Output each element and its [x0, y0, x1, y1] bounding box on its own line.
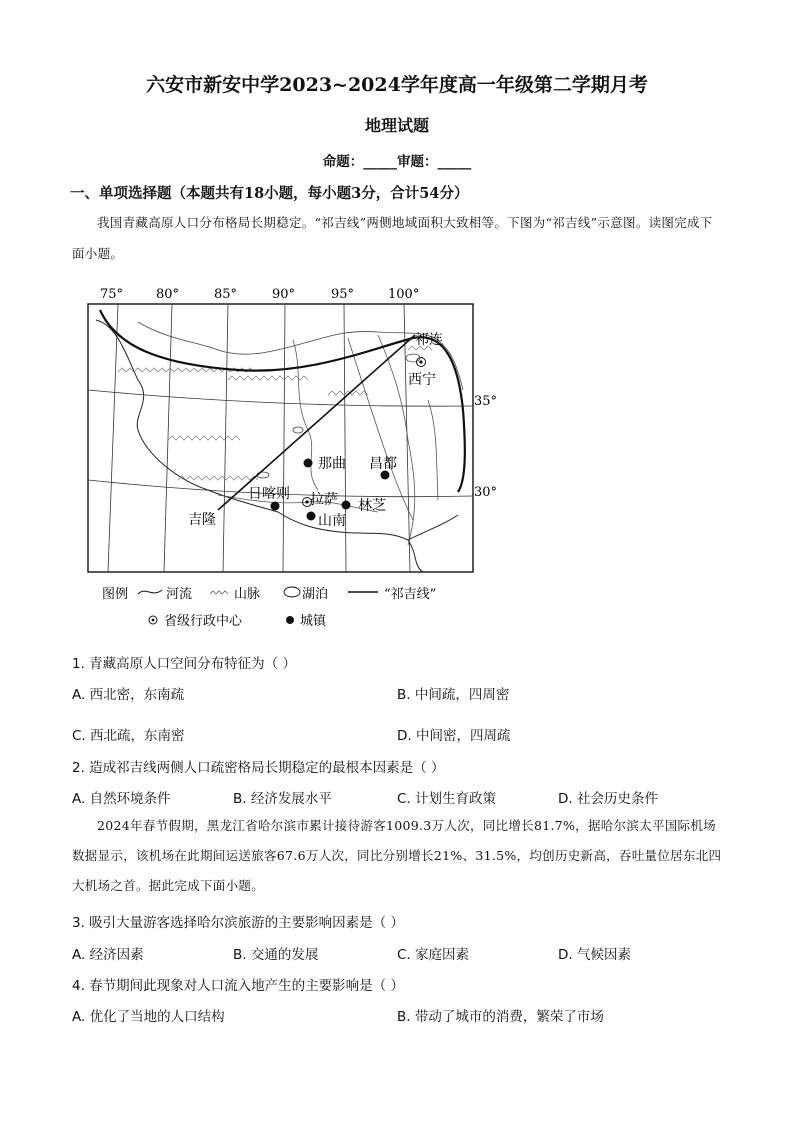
label-linzhi: 林芝 [358, 498, 386, 514]
q2-option-a: A. 自然环境条件 [72, 791, 171, 807]
question-3: 3. 吸引大量游客选择哈尔滨旅游的主要影响因素是（ ） [72, 915, 404, 931]
map-legend [102, 586, 436, 629]
label-qilian: 祁连 [415, 332, 443, 348]
q2-option-b: B. 经济发展水平 [233, 791, 332, 807]
exam-subtitle: 地理试题 [364, 116, 429, 135]
lon-label-85: 85° [214, 287, 238, 302]
lat-label-30: 30° [474, 485, 498, 500]
question-1: 1. 青藏高原人口空间分布特征为（ ） [72, 656, 296, 672]
parallels [88, 390, 473, 497]
lon-label-90: 90° [272, 287, 296, 302]
label-naqu: 那曲 [318, 456, 346, 472]
q4-option-a: A. 优化了当地的人口结构 [72, 1009, 225, 1025]
legend-town-symbol [286, 616, 294, 624]
label-xining: 西宁 [408, 372, 436, 388]
lon-label-80: 80° [156, 287, 180, 302]
q3-option-c: C. 家庭因素 [397, 947, 470, 963]
q1-option-c: C. 西北疏，东南密 [72, 728, 185, 744]
qiji-line-map [78, 280, 498, 635]
legend-mountain-symbol [210, 591, 228, 594]
legend-town: 城镇 [300, 614, 327, 629]
legend-capital: 省级行政中心 [164, 614, 243, 629]
label-jilong: 吉隆 [188, 512, 216, 528]
section-heading: 一、单项选择题（本题共有18小题，每小题3分，合计54分） [70, 185, 469, 202]
lon-label-75: 75° [100, 287, 124, 302]
q1-option-b: B. 中间疏，四周密 [397, 687, 510, 703]
lon-label-95: 95° [331, 287, 355, 302]
q4-option-b: B. 带动了城市的消费，繁荣了市场 [397, 1009, 604, 1025]
label-lasa: 拉萨 [310, 492, 338, 508]
naqu-marker [304, 459, 313, 468]
passage-2: 2024年春节假期，黑龙江省哈尔滨市累计接待游客1009.3万人次，同比增长81.7%，据哈尔滨太平国际机场数据显示，该机场在此期间运送旅客67.6万人次，同比分别增长21%、31.5%，均创历史新高，吞吐量位居东北四大机场之首。据此完成下面小题。 [72, 818, 722, 893]
legend-lake: 湖泊 [302, 587, 329, 602]
passage-1: 我国青藏高原人口分布格局长期稳定。“祁吉线”两侧地域面积大致相等。下图为“祁吉线”示意图。读图完成下面小题。 [72, 215, 713, 261]
qiji-line [218, 335, 415, 510]
legend-line: “祁吉线” [384, 587, 437, 602]
q2-option-c: C. 计划生育政策 [397, 791, 497, 807]
label-changdu: 昌都 [369, 456, 397, 472]
legend-title: 图例 [102, 587, 129, 602]
q3-option-a: A. 经济因素 [72, 947, 144, 963]
legend-lake-symbol [284, 587, 300, 597]
q3-option-b: B. 交通的发展 [233, 947, 319, 963]
plateau-boundary [100, 310, 465, 492]
question-4: 4. 春节期间此现象对人口流入地产生的主要影响是（ ） [72, 978, 404, 994]
exam-title: 六安市新安中学2023~2024学年度高一年级第二学期月考 [146, 74, 648, 96]
label-rikaze: 日喀则 [248, 486, 290, 502]
q2-option-d: D. 社会历史条件 [558, 791, 658, 807]
q3-option-d: D. 气候因素 [558, 947, 631, 963]
lat-label-35: 35° [474, 394, 498, 409]
legend-mountain: 山脉 [234, 587, 261, 602]
q1-option-d: D. 中间密，四周疏 [397, 728, 511, 744]
shannan-marker [307, 512, 316, 521]
legend-river-symbol [138, 590, 162, 594]
lon-label-100: 100° [388, 287, 420, 302]
question-2: 2. 造成祁吉线两侧人口疏密格局长期稳定的最根本因素是（ ） [72, 760, 445, 776]
q1-option-a: A. 西北密，东南疏 [72, 687, 185, 703]
author-line: 命题：_____审题：_____ [322, 154, 472, 170]
meridians [108, 304, 410, 572]
linzhi-marker [342, 501, 351, 510]
rikaze-marker [271, 502, 280, 511]
legend-river: 河流 [166, 587, 193, 602]
label-shannan: 山南 [318, 513, 346, 529]
